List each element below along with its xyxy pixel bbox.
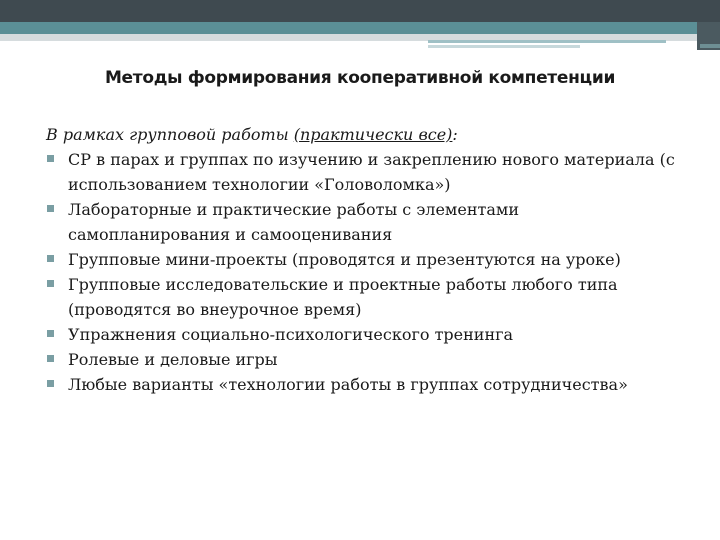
header-band-dark xyxy=(0,0,720,22)
square-bullet-icon xyxy=(47,255,54,262)
list-item xyxy=(46,197,686,247)
header-accent-line xyxy=(428,45,580,48)
list-item xyxy=(46,322,686,347)
intro-line xyxy=(46,122,686,147)
square-bullet-icon xyxy=(47,280,54,287)
list-item-text: СР в парах и группах по изучению и закреплению нового материала (с использованием технологии «Головоломка») xyxy=(68,150,675,194)
square-bullet-icon xyxy=(47,205,54,212)
list-item-text: Групповые исследовательские и проектные работы любого типа (проводятся во внеурочное время) xyxy=(68,275,618,319)
square-bullet-icon xyxy=(47,380,54,387)
slide-body xyxy=(46,122,686,397)
header-accent-line xyxy=(428,40,666,43)
square-bullet-icon xyxy=(47,330,54,337)
intro-prefix: В рамках групповой работы xyxy=(46,125,294,144)
list-item-text: Групповые мини-проекты (проводятся и презентуются на уроке) xyxy=(68,250,621,269)
intro-underlined: (практически все) xyxy=(293,125,453,144)
list-item xyxy=(46,372,686,397)
list-item xyxy=(46,272,686,322)
list-item-text: Любые варианты «технологии работы в группах сотрудничества» xyxy=(68,375,628,394)
list-item-text: Упражнения социально-психологического тренинга xyxy=(68,325,514,344)
list-item xyxy=(46,347,686,372)
header-band-teal xyxy=(0,22,697,34)
header-accent-line xyxy=(700,44,720,48)
intro-suffix: : xyxy=(452,125,458,144)
slide-title: Методы формирования кооперативной компетенции xyxy=(104,68,616,88)
list-item xyxy=(46,247,686,272)
list-item-text: Ролевые и деловые игры xyxy=(68,350,278,369)
square-bullet-icon xyxy=(47,355,54,362)
bullet-list xyxy=(46,147,686,397)
list-item xyxy=(46,147,686,197)
square-bullet-icon xyxy=(47,155,54,162)
list-item-text: Лабораторные и практические работы с элементами самопланирования и самооценивания xyxy=(68,200,519,244)
